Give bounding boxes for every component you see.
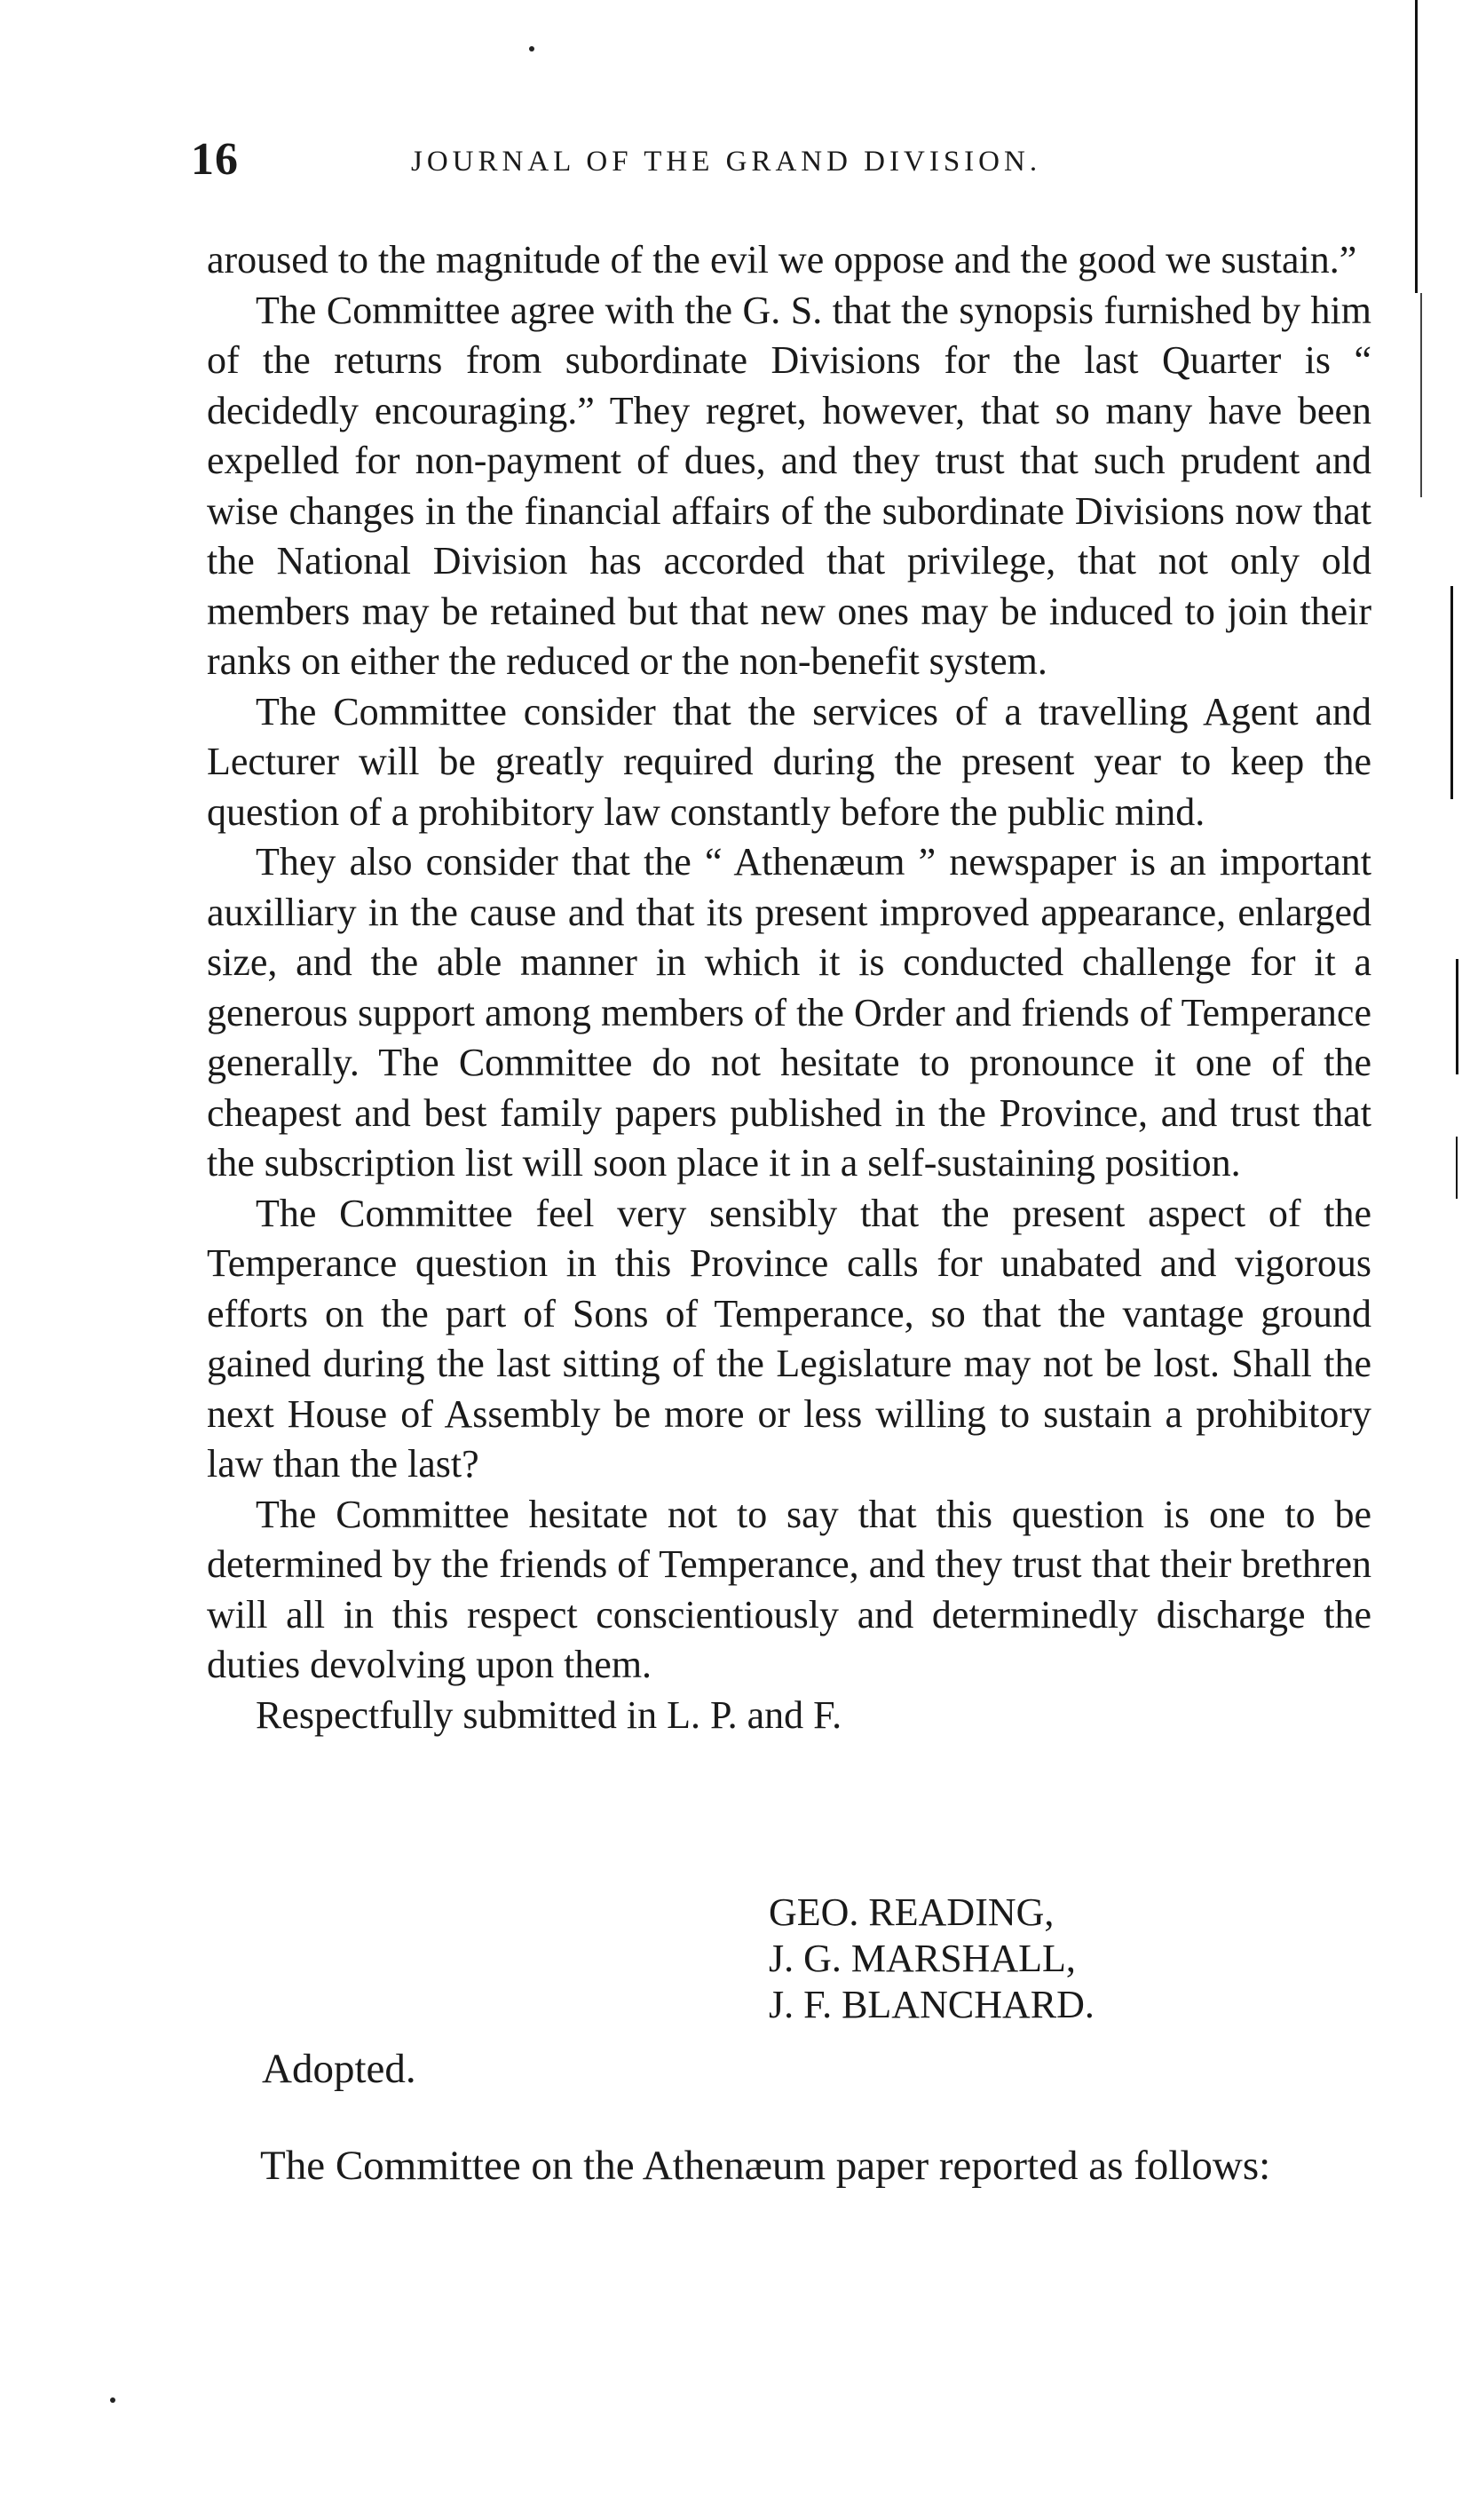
scan-speck <box>110 2397 115 2403</box>
running-head: JOURNAL OF THE GRAND DIVISION. <box>411 146 1042 178</box>
paragraph-temperance-question: The Committee feel very sensibly that the present aspect of the Temperance question in this Province calls for unabated and vigorous efforts on the part of Sons of Temperance, so that the vantage ground gained during the last sitting of the Legislature may not be lost. Shall the next House of Assembly be more or less willing to sustain a prohibitory law than the last? <box>207 1191 1371 1486</box>
binding-edge-mark <box>1456 1137 1458 1199</box>
paragraph-travelling-agent: The Committee consider that the services of a travelling Agent and Lecturer will be greatly required during the present year to keep the question of a prohibitory law constantly before the public mind. <box>207 689 1371 834</box>
page-header <box>191 133 1150 186</box>
page-number: 16 <box>191 134 239 185</box>
signature-block <box>769 1890 1095 2028</box>
paragraph-friends-of-temperance: The Committee hesitate not to say that this question is one to be determined by the friends of Temperance, and they trust that their brethren will all in this respect conscientiously and determinedly discharge the duties devolving upon them. <box>207 1492 1371 1686</box>
paragraph-athenaeum: They also consider that the “ Athenæum ” newspaper is an important auxilliary in the cause and that its present improved appearance, enlarged size, and the able manner in which it is conducted challenge for it a generous support among members of the Order and friends of Temperance generally. The Committee do not hesitate to pronounce it one of the cheapest and best family papers published in the Province, and trust that the subscription list will soon place it in a self-sustaining position. <box>207 840 1371 1185</box>
signature-blanchard: J. F. BLANCHARD. <box>769 1983 1095 2026</box>
binding-edge-mark <box>1456 959 1458 1074</box>
adopted-note: Adopted. <box>262 2046 416 2092</box>
body-text <box>207 235 1371 1740</box>
next-report-intro: The Committee on the Athenæum paper reported as follows: <box>260 2143 1271 2189</box>
signature-marshall: J. G. MARSHALL, <box>769 1937 1076 1980</box>
binding-edge-mark <box>1420 293 1422 497</box>
scan-speck <box>529 46 534 52</box>
paragraph-continuation: aroused to the magnitude of the evil we oppose and the good we sustain.” <box>207 238 1357 281</box>
signature-reading: GEO. READING, <box>769 1890 1055 1934</box>
binding-edge-mark <box>1450 586 1453 799</box>
paragraph-synopsis: The Committee agree with the G. S. that the synopsis furnished by him of the returns from subordinate Divisions for the last Quarter is “ decidedly encouraging.” They regret, however, that so many have been expelled for non-payment of dues, and they trust that such prudent and wise changes in the financial affairs of the subordinate Divisions now that the National Division has accorded that privilege, that not only old members may be retained but that new ones may be induced to join their ranks on either the reduced or the non-benefit system. <box>207 288 1371 683</box>
paragraph-submitted: Respectfully submitted in L. P. and F. <box>256 1692 842 1737</box>
binding-edge-mark <box>1415 0 1418 293</box>
